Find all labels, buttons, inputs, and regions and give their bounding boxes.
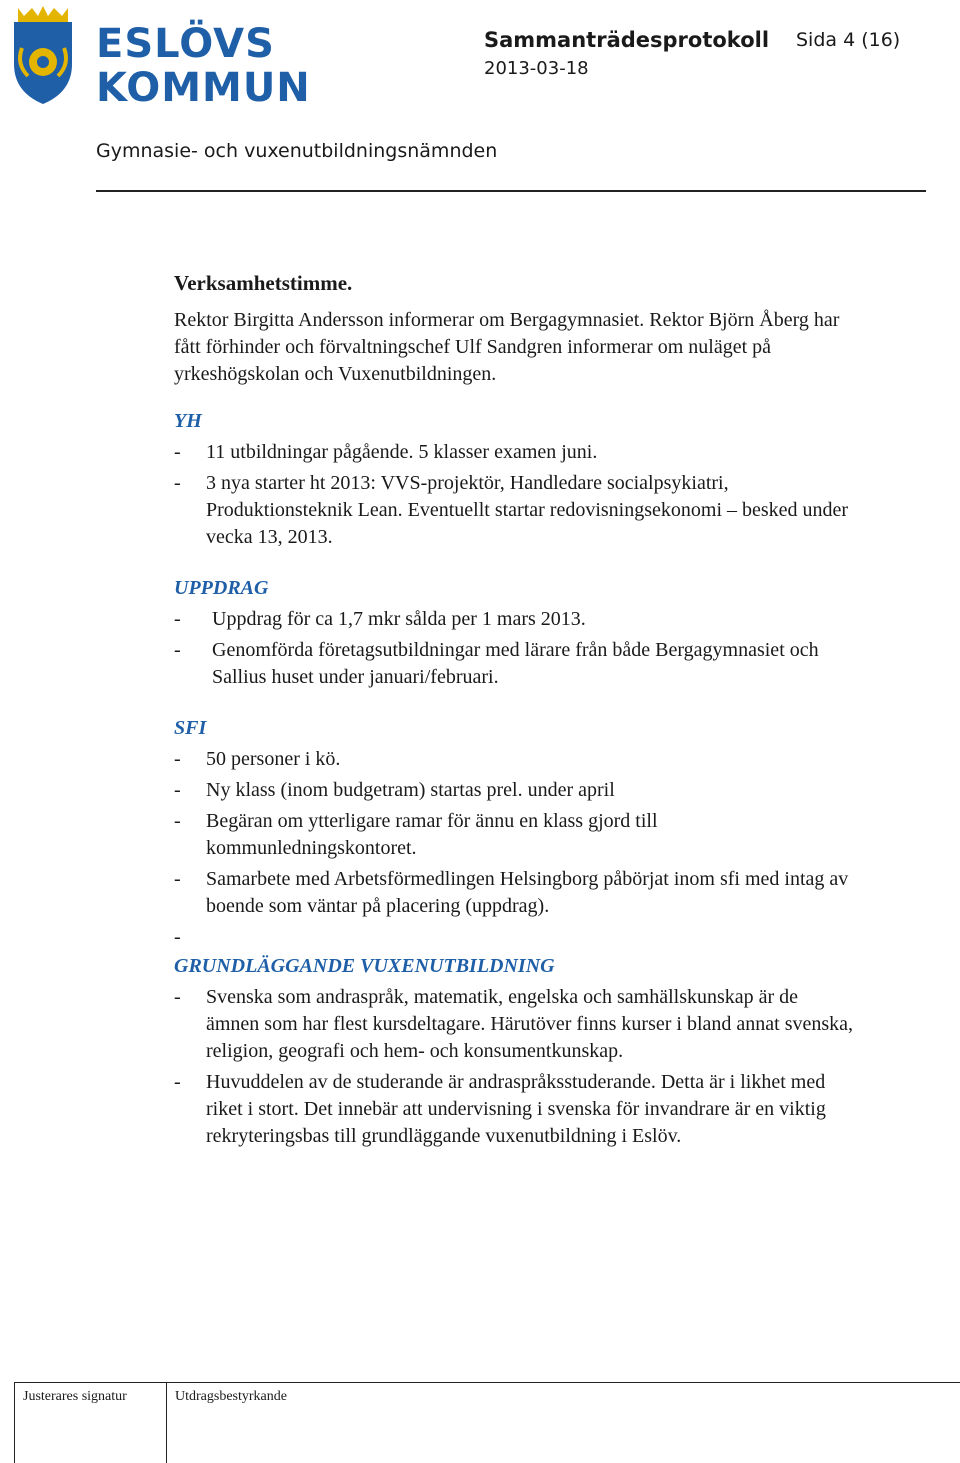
section-heading-uppdrag: UPPDRAG [174,577,269,599]
logo-line-1: ESLÖVS [96,21,275,67]
signature-box[interactable] [14,1383,166,1463]
section-list-yh [174,439,854,551]
list-item: - Huvuddelen av de studerande är andraspråksstuderande. Detta är i likhet med riket i stort. Det innebär att undervisning i svenska för invandrare är en viktig rekryteringsbas till grundläggande vuxenutbildning i Eslöv. [174,1069,854,1150]
list-item: - 11 utbildningar pågående. 5 klasser examen juni. [174,439,854,466]
document-body [174,270,854,1174]
list-item: - Uppdrag för ca 1,7 mkr sålda per 1 mars 2013. [174,606,854,633]
list-item: - 50 personer i kö. [174,746,854,773]
extract-certification-box[interactable] [166,1383,960,1463]
document-date: 2013-03-18 [484,58,589,79]
extract-label: Utdragsbestyrkande [175,1389,287,1404]
signature-footer [14,1382,960,1463]
coat-of-arms-icon [8,4,78,108]
list-item: - Genomförda företagsutbildningar med lärare från både Bergagymnasiet och Sallius huset under januari/februari. [174,637,854,691]
logo-wordmark [96,22,311,110]
list-item: - Samarbete med Arbetsförmedlingen Helsingborg påbörjat inom sfi med intag av boende som väntar på placering (uppdrag). [174,866,854,920]
municipality-logo [8,4,311,111]
list-item: - Ny klass (inom budgetram) startas prel. under april [174,777,854,804]
section-heading-sfi: SFI [174,717,207,739]
logo-line-2: KOMMUN [96,65,311,111]
list-item: - Svenska som andraspråk, matematik, engelska och samhällskunskap är de ämnen som har flest kursdeltagare. Härutöver finns kurser i bland annat svenska, religion, geografi och hem- och konsumentkunskap. [174,984,854,1065]
section-list-sfi [174,746,854,920]
document-title: Sammanträdesprotokoll [484,28,770,52]
signature-label: Justerares signatur [23,1389,127,1404]
intro-paragraph: Rektor Birgitta Andersson informerar om Bergagymnasiet. Rektor Björn Åberg har fått förhinder och förvaltningschef Ulf Sandgren informerar om nuläget på yrkeshögskolan och Vuxenutbildningen. [174,309,840,385]
header-divider [96,190,926,192]
list-item: - 3 nya starter ht 2013: VVS-projektör, Handledare socialpsykiatri, Produktionsteknik Lean. Eventuellt startar redovisningsekonomi – besked under vecka 13, 2013. [174,470,854,551]
main-heading: Verksamhetstimme. [174,271,353,295]
board-name: Gymnasie- och vuxenutbildningsnämnden [96,140,498,162]
section-heading-grundlaggande: GRUNDLÄGGANDE VUXENUTBILDNING [174,955,555,977]
section-list-grundlaggande [174,984,854,1150]
trailing-dash: - [174,926,181,948]
section-list-uppdrag [174,606,854,691]
page-number: Sida 4 (16) [796,29,901,51]
list-item: - Begäran om ytterligare ramar för ännu en klass gjord till kommunledningskontoret. [174,808,854,862]
section-heading-yh: YH [174,410,202,432]
